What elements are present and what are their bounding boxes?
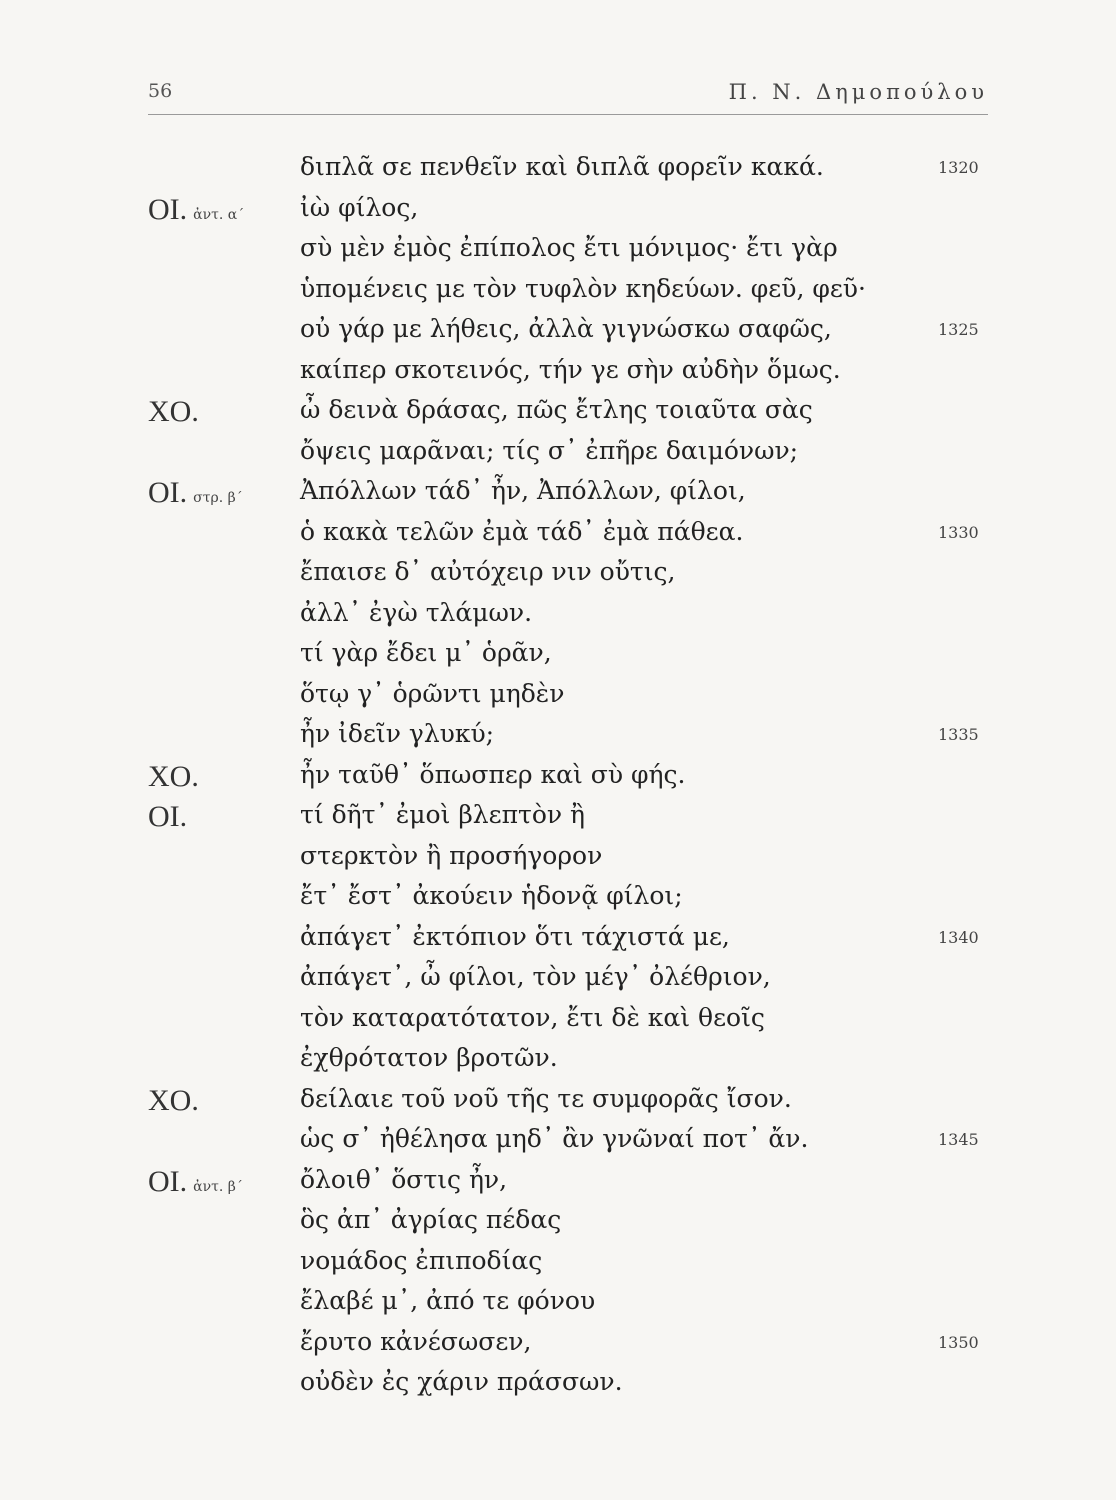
metrical-label: στρ. β΄ bbox=[193, 490, 243, 506]
verse-text: τί δῆτ᾽ ἐμοὶ βλεπτὸν ἢ bbox=[300, 800, 586, 829]
running-head: Π. Ν. Δημοπούλου bbox=[728, 80, 988, 104]
verse-line bbox=[0, 1286, 1116, 1332]
verse-text: ἀλλ᾽ ἐγὼ τλάμων. bbox=[300, 597, 533, 627]
verse-text: σὺ μὲν ἐμὸς ἐπίπολος ἔτι μόνιμος· ἔτι γὰρ bbox=[300, 233, 838, 262]
verse-line bbox=[0, 517, 1116, 563]
verse-text: οὐδὲν ἐς χάριν πράσσων. bbox=[300, 1367, 623, 1396]
line-number: 1325 bbox=[938, 320, 979, 339]
verse-text: Ἀπόλλων τάδ᾽ ἦν, Ἀπόλλων, φίλοι, bbox=[300, 476, 746, 505]
speaker-name: ΟΙ. bbox=[148, 800, 188, 833]
verse-text: ἔπαισε δ᾽ αὐτόχειρ νιν οὔτις, bbox=[300, 557, 676, 586]
verse-text: ἀπάγετ᾽, ὦ φίλοι, τὸν μέγ᾽ ὀλέθριον, bbox=[300, 962, 771, 991]
verse-line bbox=[0, 719, 1116, 765]
verse-text: ἔλαβέ μ᾽, ἀπό τε φόνου bbox=[300, 1286, 596, 1315]
header-rule bbox=[148, 114, 988, 115]
speaker-name: ΟΙ. bbox=[148, 476, 188, 509]
verse-text: ὄψεις μαρᾶναι; τίς σ᾽ ἐπῆρε δαιμόνων; bbox=[300, 435, 799, 465]
verse-line bbox=[0, 557, 1116, 603]
verse-line bbox=[0, 841, 1116, 887]
verse-text: ἦν ταῦθ᾽ ὅπωσπερ καὶ σὺ φής. bbox=[300, 759, 686, 789]
speaker-label bbox=[148, 1084, 199, 1118]
verse-line bbox=[0, 274, 1116, 320]
verse-text: καίπερ σκοτεινός, τήν γε σὴν αὐδὴν ὅμως. bbox=[300, 354, 841, 384]
speaker-name: ΧΟ. bbox=[148, 1083, 199, 1117]
verse-text: νομάδος ἐπιποδίας bbox=[300, 1245, 543, 1275]
metrical-label: ἀντ. β΄ bbox=[193, 1178, 243, 1195]
line-number: 1335 bbox=[938, 725, 979, 744]
speaker-label bbox=[148, 476, 243, 510]
verse-line bbox=[0, 1327, 1116, 1373]
verse-text: ἦν ἰδεῖν γλυκύ; bbox=[300, 719, 495, 748]
verse-line bbox=[0, 962, 1116, 1008]
verse-text: οὐ γάρ με λήθεις, ἀλλὰ γιγνώσκω σαφῶς, bbox=[300, 314, 832, 343]
line-number: 1340 bbox=[938, 927, 979, 947]
line-number: 1320 bbox=[938, 158, 979, 177]
verse-text: ἰὼ φίλος, bbox=[300, 192, 419, 222]
verse-line bbox=[0, 922, 1116, 968]
verse-text: ἀπάγετ᾽ ἐκτόπιον ὅτι τάχιστά με, bbox=[300, 921, 730, 951]
speaker-label bbox=[148, 395, 199, 429]
verse-text: τί γὰρ ἔδει μ᾽ ὁρᾶν, bbox=[300, 638, 552, 667]
verse-line bbox=[0, 1165, 1116, 1211]
verse-text: ὡς σ᾽ ἠθέλησα μηδ᾽ ἂν γνῶναί ποτ᾽ ἄν. bbox=[300, 1124, 809, 1153]
verse-text: ὁ κακὰ τελῶν ἐμὰ τάδ᾽ ἐμὰ πάθεα. bbox=[300, 516, 744, 546]
page-number: 56 bbox=[148, 80, 173, 102]
verse-line bbox=[0, 355, 1116, 401]
verse-text: ὃς ἀπ᾽ ἀγρίας πέδας bbox=[300, 1205, 562, 1234]
speaker-name: ΧΟ. bbox=[148, 395, 199, 428]
speaker-name: ΟΙ. bbox=[148, 192, 188, 226]
verse-line bbox=[0, 1205, 1116, 1251]
verse-line bbox=[0, 760, 1116, 806]
verse-text: ὅτῳ γ᾽ ὁρῶντι μηδὲν bbox=[300, 678, 565, 708]
verse-text: ὑπομένεις με τὸν τυφλὸν κηδεύων. φεῦ, φεῦ· bbox=[300, 273, 866, 303]
line-number: 1345 bbox=[938, 1130, 979, 1149]
verse-line bbox=[0, 1084, 1116, 1130]
verse-line bbox=[0, 1003, 1116, 1049]
verse-text: τὸν καταρατότατον, ἔτι δὲ καὶ θεοῖς bbox=[300, 1002, 765, 1032]
verse-line bbox=[0, 638, 1116, 684]
verse-text: διπλᾶ σε πενθεῖν καὶ διπλᾶ φορεῖν κακά. bbox=[300, 152, 824, 181]
verse-text: στερκτὸν ἢ προσήγορον bbox=[300, 840, 603, 870]
speaker-label bbox=[148, 800, 187, 834]
verse-line bbox=[0, 1246, 1116, 1292]
verse-line bbox=[0, 1367, 1116, 1413]
verse-text: δείλαιε τοῦ νοῦ τῆς τε συμφορᾶς ἴσον. bbox=[300, 1083, 792, 1113]
verse-line bbox=[0, 193, 1116, 239]
verse-line bbox=[0, 598, 1116, 644]
verse-line bbox=[0, 436, 1116, 482]
speaker-label bbox=[148, 1165, 243, 1199]
metrical-label: ἀντ. α΄ bbox=[193, 206, 245, 223]
line-number: 1330 bbox=[938, 522, 979, 542]
verse-line bbox=[0, 800, 1116, 846]
line-number: 1350 bbox=[938, 1332, 979, 1352]
verse-line bbox=[0, 233, 1116, 279]
verse-line bbox=[0, 1124, 1116, 1170]
verse-text: ὦ δεινὰ δράσας, πῶς ἔτλης τοιαῦτα σὰς bbox=[300, 395, 813, 424]
speaker-label bbox=[148, 760, 199, 794]
verse-line bbox=[0, 1043, 1116, 1089]
verse-line bbox=[0, 314, 1116, 360]
verse-line bbox=[0, 152, 1116, 198]
verse-line bbox=[0, 881, 1116, 927]
verse-line bbox=[0, 476, 1116, 522]
verse-line bbox=[0, 395, 1116, 441]
speaker-name: ΧΟ. bbox=[148, 759, 199, 793]
verse-text: ἐχθρότατον βροτῶν. bbox=[300, 1043, 558, 1072]
verse-text: ἔρυτο κἀνέσωσεν, bbox=[300, 1326, 532, 1356]
speaker-name: ΟΙ. bbox=[148, 1164, 188, 1198]
verse-text: ὄλοιθ᾽ ὅστις ἦν, bbox=[300, 1164, 508, 1194]
verse-line bbox=[0, 679, 1116, 725]
verse-text: ἔτ᾽ ἔστ᾽ ἀκούειν ἡδονᾷ φίλοι; bbox=[300, 881, 683, 910]
speaker-label bbox=[148, 193, 244, 227]
